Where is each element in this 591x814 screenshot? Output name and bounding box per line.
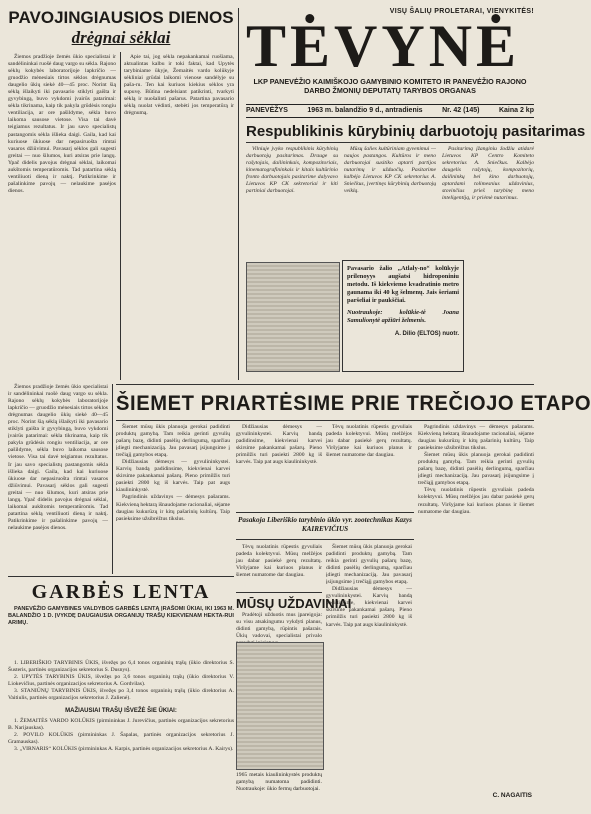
- respub-column-1: [246, 146, 338, 258]
- left-article-column-2: [124, 54, 234, 378]
- main-text-2: Didžiausias dėmesys — gyvulininkystei. Karvių bandą padidinsime, kiekvienai karvei skirsime pakankamai pašarų. Pieno primilžis turi pasiekti 2800 kg iš karvės. Taip pat augs kiaulininkystė.: [116, 459, 230, 494]
- left-article-column-3: [8, 384, 108, 574]
- issue-number: Nr. 42 (145): [442, 107, 480, 114]
- column-divider: [120, 52, 121, 380]
- respublikinis-heading: Respublikinis kūrybinių darbuotojų pasitarimas: [246, 123, 586, 140]
- main-text-3c: Tėvų nuolatinis rūpestis gyvuliais padeda kolektyvui. Mūsų melžėjos jau dabar pasiekė gerų rezultatų. Viršyjame kai kuriuos planus ir šiemet numatome dar daugiau.: [236, 544, 322, 579]
- pavasario-signature: A. Dilio (ELTOS) nuotr.: [394, 331, 459, 337]
- issue-date: 1963 m. balandžio 9 d., antradienis: [307, 107, 423, 114]
- main-headline: ŠIEMET PRIARTĖSIME PRIE TREČIOJO ETAPO: [116, 392, 591, 415]
- section-rule: [236, 592, 322, 593]
- pavasario-photo-caption-box: [342, 260, 464, 372]
- main-text-3: Tėvų nuolatinis rūpestis gyvuliais padeda kolektyvui. Mūsų melžėjos jau dabar pasiekė gerų rezultatų. Viršyjame kai kuriuos planus ir šiemet numatome dar daugiau.: [326, 424, 412, 459]
- main-text-1b: Šiemet mūsų ūkis planuoja gerokai padidinti produktų gamybą. Tam reikia gerinti gyvulių pašarų bazę, didinti pasėlių derlingumą, sparčiau įdiegti mechanizaciją. Jau pavasarį įsijungsime į trečiąjį gamybos etapą.: [418, 452, 534, 487]
- sprouts-photo: [246, 262, 340, 372]
- main-text-3b: Tėvų nuolatinis rūpestis gyvuliais padeda kolektyvui. Mūsų melžėjos jau dabar pasiekė gerų rezultatų. Viršyjame kai kuriuos planus ir šiemet numatome dar daugiau.: [418, 487, 534, 515]
- main-text-2c: Didžiausias dėmesys — gyvulininkystei. Karvių bandą padidinsime, kiekvienai karvei skirsime pakankamai pašarų. Pieno primilžis turi pasiekti 2800 kg iš karvės. Taip pat augs kiaulininkystė.: [326, 586, 412, 628]
- pig-farm-caption: 1965 metais kiaulininkystės produktų gamybą numatoma padidinti. Nuotraukoje: ūkio fermų darbuotojai.: [236, 772, 322, 792]
- masthead-organ: LKP PANEVĖŽIO KAIMIŠKOJO GAMYBINIO KOMITETO IR PANEVĖŽIO RAJONO DARBO ŽMONIŲ DEPUTATŲ TARYBOS ORGANAS: [253, 77, 527, 95]
- masthead-slogan: VISŲ ŠALIŲ PROLETARAI, VIENYKITĖS!: [389, 8, 534, 15]
- musu-text: Pradėtoji užduotis mus įpareigoja: su visu atsakingumu vykdyti planus, didinti gamybą, rūpintis pašarais. Ūkių vadovai, specialistai privalo: [236, 612, 322, 640]
- column-divider: [238, 8, 239, 380]
- garbes-intro-text: PANEVĖŽIO GAMYBINES VALDYBOS GARBĖS LENTĄ ĮRAŠOMI ŪKIAI, IKI 1963 M. BALANDŽIO 1 D. ĮVYKDĘ DAUGIAUSIA ORGANIJŲ TRAŠŲ KIEKVIENAM HEKTA-RUI ARIMŲ.: [8, 606, 234, 627]
- main-text-4a: Pagrindinis uždavinys — dėmesys pašarams. Kiekvieną hektarą išnaudojame racionaliai, sėjame daugiau kukurūzų ir kitų pašarinių kultūrų. Taip pasieksime užsibrėžtus tikslus.: [116, 494, 230, 522]
- garbes-lenta-heading: GARBĖS LENTA: [31, 581, 211, 603]
- left-article-header: [8, 8, 234, 48]
- main-article-column-2b: [236, 544, 322, 592]
- garbes-less-item: 1. ŽEMAITĖS VARDO KOLŪKIS (pirmininkas J. Jurevičius, partinės organizacijos sekretorius B. Narijauskas).: [8, 718, 234, 732]
- garbes-less-heading: MAŽIAUSIAI TRAŠŲ IŠVEŽĖ ŠIE ŪKIAI:: [65, 708, 177, 714]
- headline-rule: [116, 384, 534, 385]
- section-rule: [8, 576, 234, 577]
- masthead-title: TĖVYNĖ: [246, 13, 521, 79]
- garbes-item: 1. LIBERIŠKIO TARYBINIS ŪKIS, išvežęs po 6,4 tonos organinių trąšų (ūkio direktorius S. Šusteris, partinės organizacijos sekretorius S. Dusnys).: [8, 660, 234, 674]
- article-signature: C. NAGAITIS: [492, 792, 532, 799]
- pig-farm-photo: [236, 642, 324, 770]
- main-article-column-2: [236, 424, 322, 510]
- respub-text-3: Pasitarimą įžanginiu žodžiu atidarė Lietuvos KP Centro Komiteto sekretorius A. Sniečkus. Kalbėjo daugelis rašytojų, kompozitorių, dailininkų bei kino darbuotojų, aptardami tolimesnius uždavinius, stovinčius prieš tarybinę meno inteligentiją, ir priėmė nutarimus.: [442, 146, 534, 202]
- respub-text-1: Vilniuje įvyko respublikinis kūrybinių darbuotojų pasitarimas. Drauge su rašytojais, dailininkais, kompozitoriais, kinematografininkais ir kitais kultūrinio fronto darbuotojais pasitarime dalyvavo Lietuvos KP CK sekretoriai ir kiti partiniai darbuotojai.: [246, 146, 338, 195]
- heading-rule: [246, 142, 534, 143]
- garbes-intro: [8, 606, 234, 664]
- musu-uzdaviniai-heading: MŪSŲ UŽDAVINIAI: [236, 596, 352, 611]
- issue-info-line: [246, 104, 534, 118]
- pavasario-text: Pavasario žalio „Atlaly-no“ kolūkyje prilenoyys augšatsi hidroponiniu metodu. Iš kiekviemo kvadratinio metro gaunama iki 40 kg šelmenų. Jais šeriami paršeliai ir paukščiai.: [347, 265, 459, 304]
- pavasario-caption: Nuotraukoje: kolūkie-tė Joana Samulionytė apžiūri želmenis.: [347, 309, 459, 324]
- left-article-subtitle: drėgnai sėklai: [71, 28, 171, 47]
- left-article-column-1: [8, 54, 116, 378]
- issue-price: Kaina 2 kp: [498, 107, 534, 114]
- garbes-item: 2. UPYTĖS TARYBINIS ŪKIS, išvežęs po 3,6 tonos organinių trąšų (ūkio direktorius V. Liokevičius, partinės organizacijos sekretorius A. Gordvilas).: [8, 674, 234, 688]
- main-text-1: Šiemet mūsų ūkis planuoja gerokai padidinti produktų gamybą. Tam reikia gerinti gyvulių pašarų bazę, didinti pasėlių derlingumą, sparčiau įdiegti mechanizaciją. Jau pavasarį įsijungsime į trečiąjį gamybos etapą.: [116, 424, 230, 459]
- respub-text-2: Mūsų šalies kultūriniam gyvenimui — naujos pastangos. Kultūros ir meno darbuotojai susitiko aptarti partijos nutarimų ir užduočių. Pasitarime kalbėjo Lietuvos KP CK sekretorius A. Sniečkus, įvertinęs kūrybinių darbuotojų veiklą.: [344, 146, 436, 195]
- main-text-2b: Didžiausias dėmesys — gyvulininkystei. Karvių bandą padidinsime, kiekvienai karvei skirsime pakankamai pašarų. Pieno primilžis turi pasiekti 2800 kg iš karvės. Taip pat augs kiaulininkystė.: [236, 424, 322, 466]
- masthead: [246, 8, 534, 95]
- headline-rule: [116, 420, 534, 421]
- main-article-column-4: [418, 424, 534, 774]
- main-article-column-3: [326, 424, 412, 510]
- left-article-text-2: Apie tai, jog sėkla nepakankamai ruošiama, aktualintas kalbu ir toki faktai, kad Upytės tarybiniame ūkyje, Žemaitės vardo kolūkyje sėkliniai grūdai laikomi vienose sandėlyje su paša-ru. Ten kai kuriuos kiekius sėklos yra supuvę. Būtina nedelsiant patikrinti, tvarkyti sėklą ir nuošalinti pašarus. Patartina pavasario sėklą nuolat vėdinti, stebėti jos temperatūrą ir drėgnumą.: [124, 54, 234, 117]
- left-article-title: PAVOJINGIAUSIOS DIENOS: [8, 8, 234, 27]
- garbes-less-item: 3. „VIRNARIS“ KOLŪKIS (pirmininkas A. Karpis, partinės organizacijos sekretorius A. Kairys).: [14, 746, 234, 753]
- musu-uzdaviniai-text: [236, 612, 322, 638]
- pasakoja-byline: Pasakoja Liberiškio tarybinio ūkio vyr. zootechnikas Kazys KAIREVIČIUS: [236, 512, 414, 540]
- garbes-less-list: [8, 718, 234, 766]
- column-divider: [112, 384, 113, 574]
- left-article-text-1: Žiemos pradžioje žemės ūkio specialistai ir sandėlininkai ruošė daug vargo su sėkla. Rajono sėklų kokybės laboratorijoje lapkričio — gruodžio mėnesiais tirtos sėklos drėgnumas daugelio ūkių siekė 40—45 proc. Norint šią sėklą išlaikyti iki pavasario stiklyti gaišta ir gyvybingą, buvo vykdomi įvairūs patarimai: sėkla tikrinama, kaip tik pakyla grūdėsis rongiu ventiliacija, ar ore pašildyme, sėkla buvo laikoma sausose vietose. Visa tai davė teigiamus rezultatus. Ir jau savo specialistų pastangomis sėkla išlieka daigi. Gaila, kad kai kuriuose ūkiuose dar nepasiruošta rimtai vasaros džiūvimui. Pavasarį sėklos gali sugesti greitai — nuo šilumos, kuri atsiras prie langų. Ypač didelis pavojus drėgnai sėklai, laikomai aukštomis temperatūromis. Tad patartina sėklą ventiliuoti dieną ir naktį. Patikrinkime ir pašalinkime pavojų — nelaukime pasėjos dienos.: [8, 54, 116, 194]
- main-article-column-3b: [326, 544, 412, 774]
- main-text-4: Pagrindinis uždavinys — dėmesys pašarams. Kiekvieną hektarą išnaudojame racionaliai, sėjame daugiau kukurūzų ir kitų pašarinių kultūrų. Taip pasieksime užsibrėžtus tikslus.: [418, 424, 534, 452]
- left-article-text-3: Žiemos pradžioje žemės ūkio specialistai ir sandėlininkai ruošė daug vargo su sėkla. Rajono sėklų kokybės laboratorijoje lapkričio — gruodžio mėnesiais tirtos sėklos drėgnumas daugelio ūkių siekė 40—45 proc. Norint šią sėklą išlaikyti iki pavasario stiklyti gaišta ir gyvybingą, buvo vykdomi įvairūs patarimai: sėkla tikrinama, kaip tik pakyla grūdėsis rongiu ventiliacija, ar ore pašildyme, sėkla buvo laikoma sausose vietose. Visa tai davė teigiamus rezultatus. Ir jau savo specialistų pastangomis sėkla išlieka daigi. Gaila, kad kai kuriuose ūkiuose dar nepasiruošta rimtai vasaros džiūvimui. Pavasarį sėklos gali sugesti greitai — nuo šilumos, kuri atsiras prie langų. Ypač didelis pavojus drėgnai sėklai, laikomai aukštomis temperatūromis. Tad patartina sėklą ventiliuoti dieną ir naktį. Patikrinkime ir pašalinkime pavojų — nelaukime pasėjos dienos.: [8, 384, 108, 531]
- main-text-1c: Šiemet mūsų ūkis planuoja gerokai padidinti produktų gamybą. Tam reikia gerinti gyvulių pašarų bazę, didinti pasėlių derlingumą, sparčiau įdiegti mechanizaciją. Jau pavasarį įsijungsime į trečiąjį gamybos etapą.: [326, 544, 412, 586]
- garbes-list: [8, 660, 234, 706]
- respub-column-2: [344, 146, 436, 258]
- garbes-item: 3. STANIŪNŲ TARYBINIS ŪKIS, išvežęs po 3,4 tonos organinių trąšų (ūkio direktorius A. Vaitiulis, partinės organizacijos sekretorius J. Zalienė).: [8, 688, 234, 702]
- garbes-less-item: 2. POVILO KOLŪKIS (pirmininkas J. Šapalas, partinės organizacijos sekretorius J. Gramauskas).: [8, 732, 234, 746]
- issue-city: PANEVĖŽYS: [246, 107, 288, 114]
